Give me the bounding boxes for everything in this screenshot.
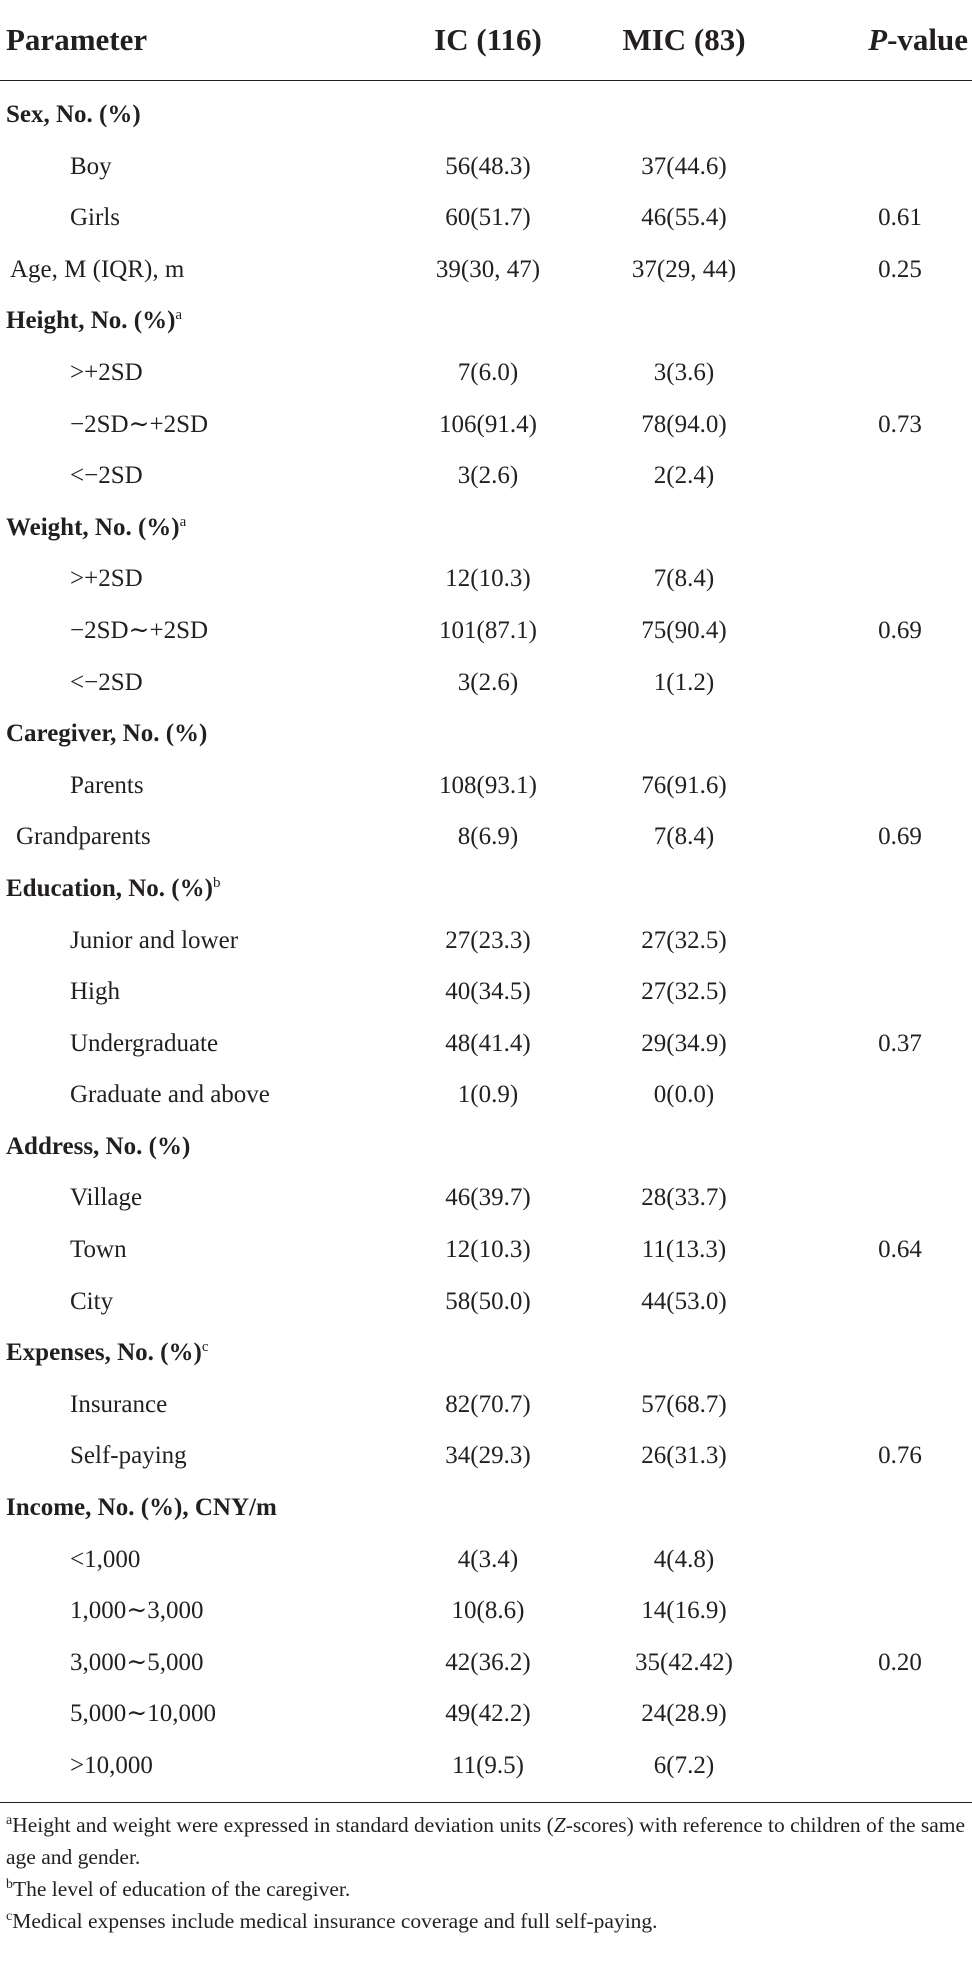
ic-value: 34(29.3) (445, 1442, 531, 1470)
mic-value: 11(13.3) (641, 1236, 727, 1264)
ic-value: 58(50.0) (445, 1287, 531, 1315)
section-label (6, 1482, 277, 1534)
p-value: 0.73 (878, 410, 922, 438)
mic-value: 24(28.9) (641, 1700, 727, 1728)
header-p-rest: -value (887, 22, 968, 57)
table-body (0, 81, 972, 1792)
p-value: 0.25 (878, 255, 922, 283)
footnote-b-text: The level of education of the caregiver. (13, 1876, 351, 1901)
label-text: Expenses, No. (%) (6, 1339, 202, 1367)
header-ic: IC (116) (434, 22, 542, 57)
footnote-c-mark: c (6, 1908, 13, 1924)
mic-value: 2(2.4) (653, 462, 715, 490)
footnote-a-text-2: -scores) with reference to children of the same age and gender. (6, 1812, 966, 1869)
table-row (0, 1688, 972, 1740)
section-row (0, 708, 972, 760)
table-row (0, 1069, 972, 1121)
label-text: Address, No. (%) (6, 1132, 191, 1160)
footnote-a-italic: Z (553, 1812, 566, 1837)
ic-value: 106(91.4) (439, 410, 537, 438)
ic-value: 60(51.7) (445, 204, 531, 232)
ic-value: 11(9.5) (452, 1752, 524, 1779)
label-text: Weight, No. (%) (6, 513, 180, 541)
row-label (70, 966, 120, 1018)
ic-value: 40(34.5) (445, 978, 531, 1006)
mic-value: 28(33.7) (641, 1184, 727, 1212)
label-text: Height, No. (%) (6, 307, 176, 335)
table-row (0, 657, 972, 709)
label-text: Junior and lower (70, 926, 239, 954)
mic-value: 6(7.2) (653, 1752, 715, 1779)
footnote-a (6, 1809, 968, 1873)
mic-value: 7(8.4) (653, 823, 715, 851)
mic-value: 1(1.2) (653, 668, 715, 696)
ic-value: 108(93.1) (439, 771, 537, 799)
mic-value: 57(68.7) (641, 1390, 727, 1418)
label-text: Caregiver, No. (%) (6, 720, 208, 748)
table-row (0, 141, 972, 193)
row-label (70, 1276, 113, 1328)
ic-value: 10(8.6) (451, 1597, 525, 1625)
mic-value: 76(91.6) (641, 771, 727, 799)
table-row (0, 1637, 972, 1689)
table-row (0, 1224, 972, 1276)
section-row (0, 1482, 972, 1534)
row-label (70, 1585, 203, 1637)
p-value: 0.61 (878, 204, 922, 232)
section-label (6, 1121, 190, 1173)
ic-value: 27(23.3) (445, 926, 531, 954)
table-row (0, 760, 972, 812)
section-label (6, 863, 220, 915)
mic-value: 26(31.3) (641, 1442, 727, 1470)
row-label (70, 192, 120, 244)
table-row (0, 192, 972, 244)
table-row (0, 811, 972, 863)
table-header (0, 0, 972, 80)
row-label (70, 1534, 140, 1586)
row-label (70, 553, 143, 605)
label-text: Girls (70, 204, 120, 232)
label-text: Self-paying (70, 1442, 187, 1470)
p-value: 0.69 (878, 616, 922, 644)
footnote-a-mark: a (6, 1812, 13, 1828)
ic-value: 8(6.9) (457, 823, 519, 851)
label-text: Insurance (70, 1390, 168, 1418)
row-label (70, 1379, 167, 1431)
section-row (0, 295, 972, 347)
row-label (70, 141, 112, 193)
ic-value: 49(42.2) (445, 1700, 531, 1728)
table-row (0, 399, 972, 451)
header-parameter: Parameter (6, 22, 148, 57)
mic-value: 14(16.9) (641, 1597, 727, 1625)
label-text: <1,000 (70, 1545, 141, 1573)
footnote-c (6, 1905, 968, 1937)
footnote-marker: c (201, 1339, 209, 1356)
label-text: 5,000∼10,000 (70, 1700, 216, 1728)
ic-value: 42(36.2) (445, 1648, 531, 1676)
table-row (0, 450, 972, 502)
ic-value: 7(6.0) (457, 358, 519, 386)
mic-value: 3(3.6) (653, 358, 715, 386)
table-row (0, 915, 972, 967)
label-text: Parents (70, 771, 144, 799)
label-text: −2SD∼+2SD (70, 616, 209, 644)
table-row (0, 347, 972, 399)
ic-value: 39(30, 47) (435, 255, 541, 283)
mic-value: 46(55.4) (641, 204, 727, 232)
p-value: 0.76 (878, 1442, 922, 1470)
mic-value: 7(8.4) (653, 565, 715, 593)
p-value: 0.37 (878, 1029, 922, 1057)
footnotes (0, 1803, 972, 1937)
table-row (0, 1018, 972, 1070)
footnote-b (6, 1873, 968, 1905)
label-text: >10,000 (70, 1752, 153, 1779)
header-p-italic: P (868, 22, 888, 57)
row-label (70, 657, 143, 709)
header-mic: MIC (83) (622, 22, 746, 57)
row-label (70, 399, 208, 451)
table-row (0, 553, 972, 605)
table-row (0, 244, 972, 296)
row-label (70, 1430, 187, 1482)
ic-value: 48(41.4) (445, 1029, 531, 1057)
section-row (0, 502, 972, 554)
ic-value: 3(2.6) (457, 668, 519, 696)
section-row (0, 89, 972, 141)
label-text: High (70, 978, 120, 1006)
label-text: Town (70, 1236, 127, 1264)
label-text: <−2SD (70, 668, 143, 696)
label-text: Education, No. (%) (6, 874, 213, 902)
mic-value: 29(34.9) (641, 1029, 727, 1057)
label-text: Graduate and above (70, 1081, 270, 1109)
footnote-c-text: Medical expenses include medical insurance coverage and full self-paying. (12, 1908, 658, 1933)
footnote-marker: b (212, 874, 221, 891)
ic-value: 4(3.4) (457, 1545, 519, 1573)
table-row (0, 966, 972, 1018)
footnote-b-mark: b (6, 1876, 13, 1892)
row-label (70, 1688, 216, 1740)
mic-value: 37(44.6) (641, 152, 727, 180)
row-label (10, 244, 184, 296)
footnote-marker: a (175, 307, 183, 324)
row-label (70, 1172, 142, 1224)
ic-value: 3(2.6) (457, 462, 519, 490)
label-text: Village (70, 1184, 143, 1212)
table-row (0, 1379, 972, 1431)
mic-value: 27(32.5) (641, 978, 727, 1006)
row-label (70, 450, 143, 502)
mic-value: 75(90.4) (641, 616, 727, 644)
label-text: −2SD∼+2SD (70, 410, 209, 438)
row-label (70, 1018, 218, 1070)
section-row (0, 1121, 972, 1173)
label-text: Age, M (IQR), m (10, 255, 185, 283)
mic-value: 44(53.0) (641, 1287, 727, 1315)
row-label (70, 347, 143, 399)
table-row (0, 1276, 972, 1328)
section-row (0, 863, 972, 915)
row-label (70, 915, 238, 967)
label-text: Undergraduate (70, 1029, 219, 1057)
row-label (16, 811, 151, 863)
ic-value: 82(70.7) (445, 1390, 531, 1418)
label-text: >+2SD (70, 358, 143, 386)
label-text: >+2SD (70, 565, 143, 593)
ic-value: 101(87.1) (439, 616, 537, 644)
section-label (6, 1327, 209, 1379)
label-text: Income, No. (%), CNY/m (6, 1494, 277, 1522)
label-text: 3,000∼5,000 (70, 1648, 204, 1676)
p-value: 0.20 (878, 1648, 922, 1676)
ic-value: 1(0.9) (457, 1081, 519, 1109)
ic-value: 46(39.7) (445, 1184, 531, 1212)
label-text: City (70, 1287, 114, 1315)
table-row (0, 1430, 972, 1482)
mic-value: 4(4.8) (653, 1545, 715, 1573)
row-label (70, 605, 208, 657)
p-value: 0.64 (878, 1236, 922, 1264)
section-label (6, 89, 141, 141)
ic-value: 56(48.3) (445, 152, 531, 180)
label-text: Sex, No. (%) (6, 101, 141, 128)
ic-value: 12(10.3) (445, 565, 531, 593)
section-label (6, 295, 182, 347)
row-label (70, 760, 144, 812)
section-label (6, 708, 207, 760)
mic-value: 0(0.0) (653, 1081, 715, 1109)
table-row (0, 605, 972, 657)
table-row (0, 1585, 972, 1637)
row-label (70, 1069, 270, 1121)
mic-value: 27(32.5) (641, 926, 727, 954)
label-text: Boy (70, 152, 112, 180)
row-label (70, 1637, 203, 1689)
section-row (0, 1327, 972, 1379)
label-text: <−2SD (70, 462, 143, 490)
mic-value: 35(42.42) (635, 1648, 733, 1676)
label-text: 1,000∼3,000 (70, 1597, 204, 1625)
row-label (70, 1740, 153, 1792)
table-row (0, 1172, 972, 1224)
footnote-a-text-1: Height and weight were expressed in standard deviation units ( (12, 1812, 554, 1837)
mic-value: 37(29, 44) (631, 255, 737, 283)
p-value: 0.69 (878, 823, 922, 851)
table-row (0, 1534, 972, 1586)
footnote-marker: a (179, 513, 187, 530)
label-text: Grandparents (16, 823, 151, 851)
ic-value: 12(10.3) (445, 1236, 531, 1264)
table-row (0, 1740, 972, 1792)
row-label (70, 1224, 127, 1276)
section-label (6, 502, 186, 554)
header-p-value (868, 22, 968, 58)
mic-value: 78(94.0) (641, 410, 727, 438)
